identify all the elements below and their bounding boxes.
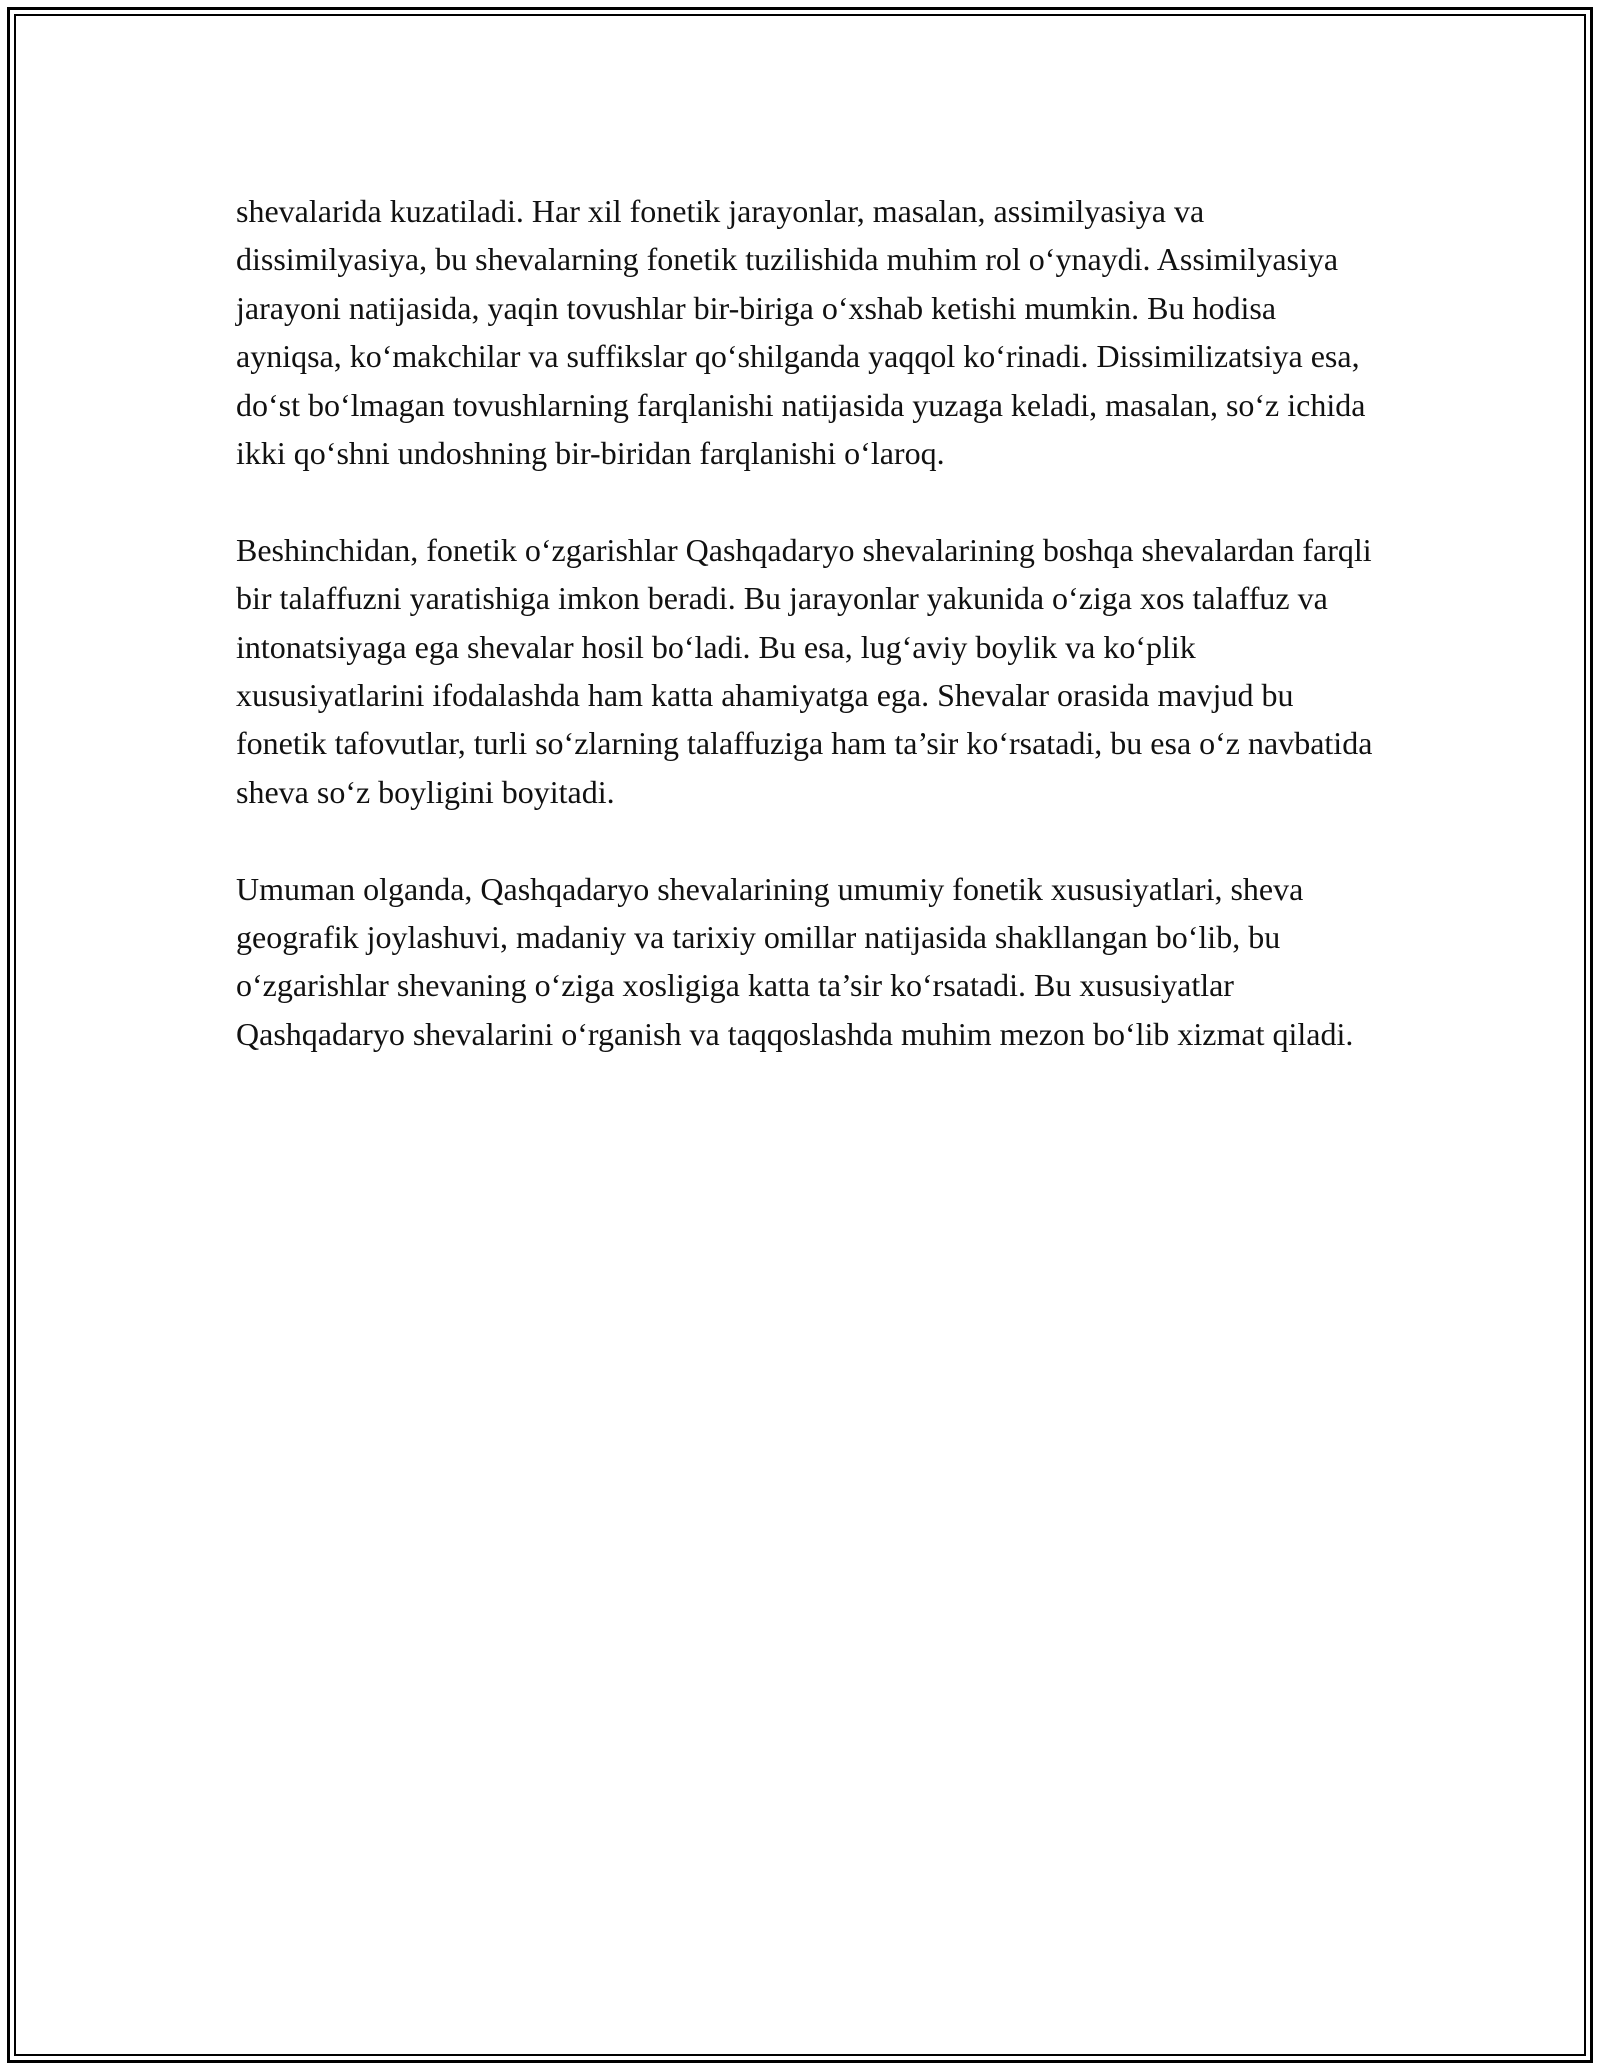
paragraph-3: Umuman olganda, Qashqadaryo shevalarining umumiy fonetik xususiyatlari, sheva geografik joylashuvi, madaniy va tarixiy omillar natijasida shakllangan bo‘lib, bu o‘zgarishlar shevaning o‘ziga xosligiga katta ta’sir ko‘rsatadi. Bu xususiyatlar Qashqadaryo shevalarini o‘rganish va taqqoslashda muhim mezon bo‘lib xizmat qiladi.	[236, 870, 1354, 1052]
paragraph-2: Beshinchidan, fonetik o‘zgarishlar Qashqadaryo shevalarining boshqa shevalardan farqli bir talaffuzni yaratishiga imkon beradi. Bu jarayonlar yakunida o‘ziga xos talaffuz va intonatsiyaga ega shevalar hosil bo‘ladi. Bu esa, lug‘aviy boylik va ko‘plik xususiyatlarini ifodalashda ham katta ahamiyatga ega. Shevalar orasida mavjud bu fonetik tafovutlar, turli so‘zlarning talaffuziga ham ta’sir ko‘rsatadi, bu esa o‘z navbatida sheva so‘z boyligini boyitadi.	[236, 531, 1373, 810]
document-body	[236, 187, 1376, 1058]
paragraph-1: shevalarida kuzatiladi. Har xil fonetik jarayonlar, masalan, assimilyasiya va dissimilyasiya, bu shevalarning fonetik tuzilishida muhim rol o‘ynaydi. Assimilyasiya jarayoni natijasida, yaqin tovushlar bir-biriga o‘xshab ketishi mumkin. Bu hodisa ayniqsa, ko‘makchilar va suffikslar qo‘shilganda yaqqol ko‘rinadi. Dissimilizatsiya esa, do‘st bo‘lmagan tovushlarning farqlanishi natijasida yuzaga keladi, masalan, so‘z ichida ikki qo‘shni undoshning bir-biridan farqlanishi o‘laroq.	[236, 193, 1366, 472]
